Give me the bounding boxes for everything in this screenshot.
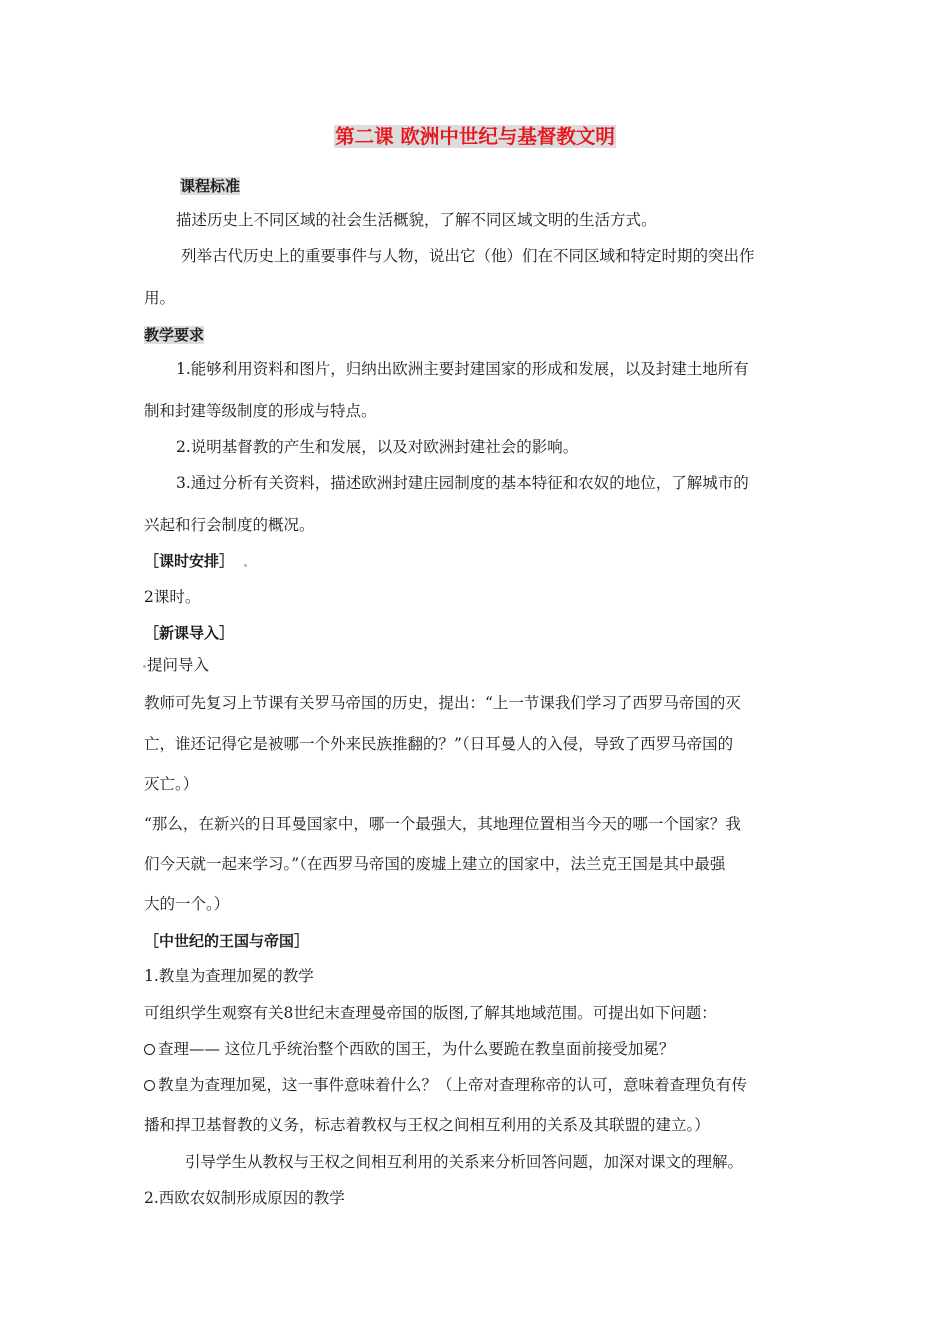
kingdoms-heading: ［中世纪的王国与帝国］ [144,932,310,950]
intro-paragraph-1-line-3: 灭亡。） [144,775,199,793]
circle-bullet-icon [144,1080,155,1091]
section-2-title: 2.西欧农奴制形成原因的教学 [144,1189,345,1207]
requirements-heading: 教学要求 [144,326,205,344]
question-2-line-1: 教皇为查理加冕，这一事件意味着什么？（上帝对查理称帝的认可，意味着查理负有传 [144,1074,747,1096]
requirement-1-line-1: 1.能够利用资料和图片，归纳出欧洲主要封建国家的形成和发展，以及封建土地所有 [176,360,749,378]
intro-method: 提问导入 [147,656,210,674]
stray-mark [143,665,146,668]
question-1: 查理—— 这位几乎统治整个西欧的国王，为什么要跪在教皇面前接受加冕？ [144,1038,674,1060]
circle-bullet-icon [144,1044,155,1055]
lesson-title-text: 第二课 欧洲中世纪与基督教文明 [335,125,615,148]
standards-paragraph-1: 描述历史上不同区域的社会生活概貌，了解不同区域文明的生活方式。 [176,211,657,229]
intro-paragraph-2-line-2: 们今天就一起来学习。”（在西罗马帝国的废墟上建立的国家中，法兰克王国是其中最强 [144,855,726,873]
schedule-heading: ［课时安排］ [144,552,235,570]
requirement-3-line-1: 3.通过分析有关资料，描述欧洲封建庄园制度的基本特征和农奴的地位，了解城市的 [176,474,749,492]
guidance-paragraph: 引导学生从教权与王权之间相互利用的关系来分析回答问题，加深对课文的理解。 [185,1153,744,1171]
lesson-title [0,124,950,151]
intro-heading: ［新课导入］ [144,624,235,642]
standards-heading: 课程标准 [180,177,241,195]
requirement-2: 2.说明基督教的产生和发展，以及对欧洲封建社会的影响。 [176,438,579,456]
requirement-1-line-2: 制和封建等级制度的形成与特点。 [144,402,377,420]
standards-paragraph-2-line-2: 用。 [144,289,176,307]
intro-paragraph-2-line-3: 大的一个。） [144,895,230,913]
intro-paragraph-1-line-1: 教师可先复习上节课有关罗马帝国的历史，提出：“上一节课我们学习了西罗马帝国的灭 [144,694,741,712]
requirement-3-line-2: 兴起和行会制度的概况。 [144,516,315,534]
intro-paragraph-2-line-1: “那么，在新兴的日耳曼国家中，哪一个最强大，其地理位置相当今天的哪一个国家？我 [144,815,741,833]
intro-paragraph-1-line-2: 亡，谁还记得它是被哪一个外来民族推翻的？”（日耳曼人的入侵，导致了西罗马帝国的 [144,735,734,753]
stray-mark [244,564,247,567]
question-2-line-2: 播和捍卫基督教的义务，标志着教权与王权之间相互利用的关系及其联盟的建立。） [144,1116,710,1134]
section-1-paragraph: 可组织学生观察有关8世纪末查理曼帝国的版图,了解其地域范围。可提出如下问题： [144,1004,717,1022]
schedule-text: 2课时。 [144,588,201,606]
standards-paragraph-2-line-1: 列举古代历史上的重要事件与人物，说出它（他）们在不同区域和特定时期的突出作 [181,247,755,265]
section-1-title: 1.教皇为查理加冕的教学 [144,967,314,985]
